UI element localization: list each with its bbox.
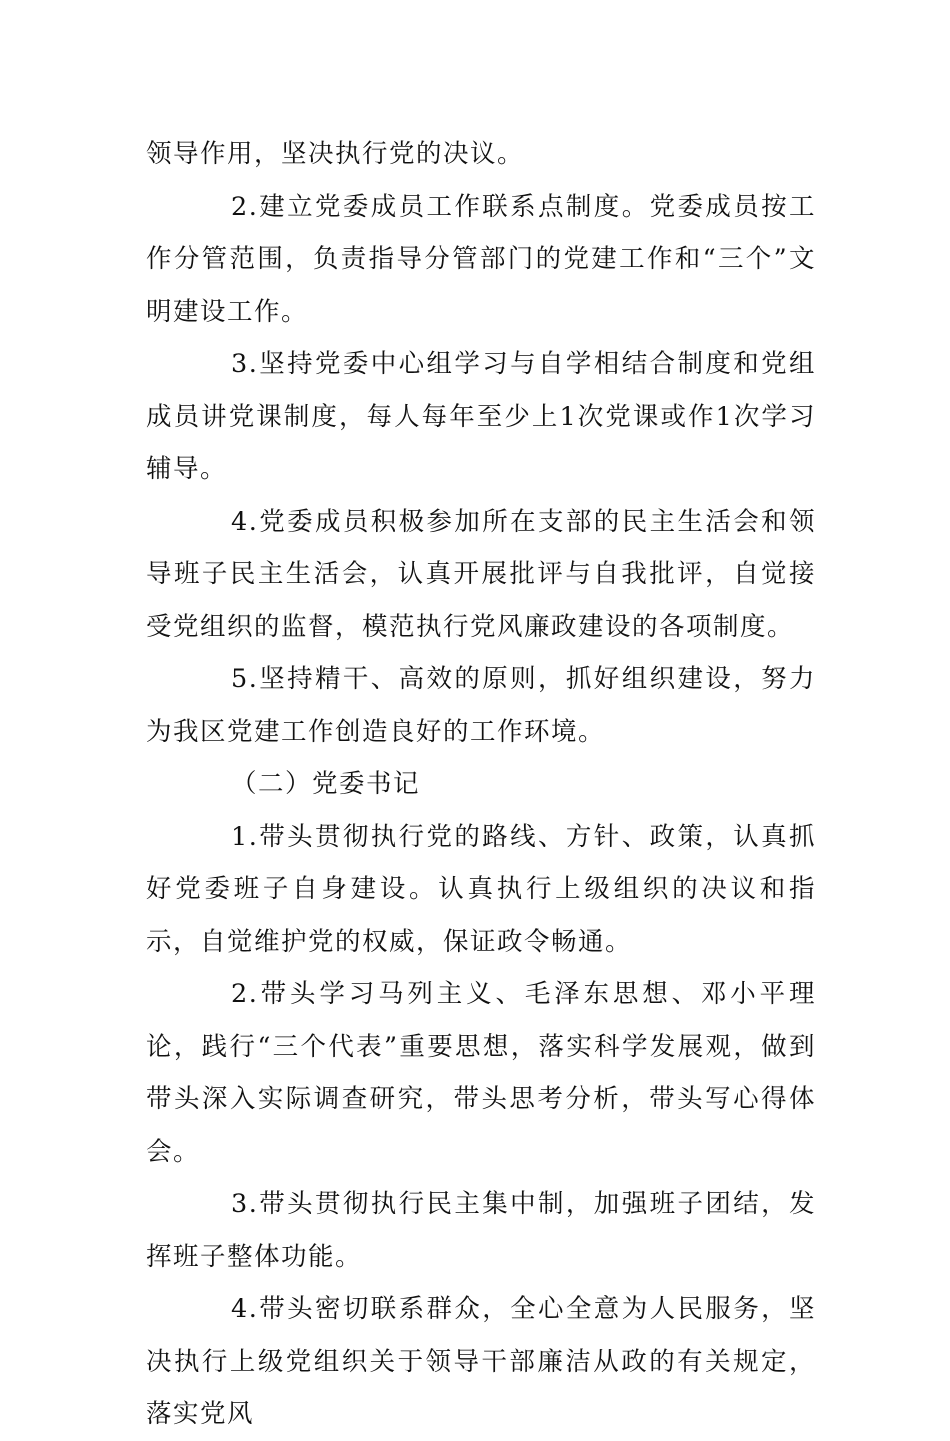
- section-heading-party-secretary: （二）党委书记: [231, 769, 421, 799]
- paragraph-continuation: 领导作用，坚决执行党的决议。: [146, 139, 525, 169]
- paragraph-secretary-item-2: 2.带头学习马列主义、毛泽东思想、邓小平理论，践行“三个代表”重要思想，落实科学发展观，做到带头深入实际调查研究，带头思考分析，带头写心得体会。: [146, 979, 816, 1167]
- document-page: [146, 128, 816, 1441]
- paragraph-secretary-item-4: 4.带头密切联系群众，全心全意为人民服务，坚决执行上级党组织关于领导干部廉洁从政的有关规定，落实党风: [146, 1294, 816, 1429]
- paragraph-item-4-life-meetings: 4.党委成员积极参加所在支部的民主生活会和领导班子民主生活会，认真开展批评与自我批评，自觉接受党组织的监督，模范执行党风廉政建设的各项制度。: [146, 506, 816, 642]
- paragraph-secretary-item-3: 3.带头贯彻执行民主集中制，加强班子团结，发挥班子整体功能。: [146, 1189, 816, 1272]
- paragraph-item-2-contact-points: 2.建立党委成员工作联系点制度。党委成员按工作分管范围，负责指导分管部门的党建工作和“三个”文明建设工作。: [146, 191, 816, 327]
- paragraph-item-5-organization: 5.坚持精干、高效的原则，抓好组织建设，努力为我区党建工作创造良好的工作环境。: [146, 664, 816, 747]
- paragraph-secretary-item-1: 1.带头贯彻执行党的路线、方针、政策，认真抓好党委班子自身建设。认真执行上级组织的决议和指示，自觉维护党的权威，保证政令畅通。: [146, 821, 816, 957]
- paragraph-item-3-study-system: 3.坚持党委中心组学习与自学相结合制度和党组成员讲党课制度，每人每年至少上1次党课或作1次学习辅导。: [146, 349, 816, 484]
